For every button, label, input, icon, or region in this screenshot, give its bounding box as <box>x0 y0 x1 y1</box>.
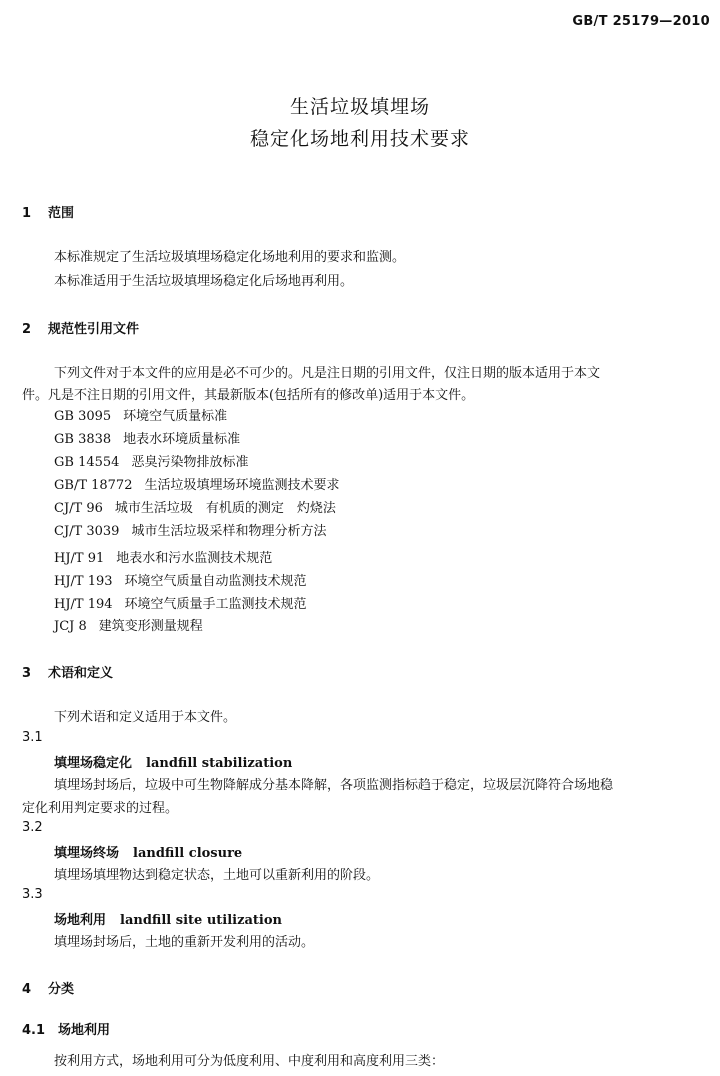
reference-code: JCJ 8 <box>54 619 87 634</box>
section-title: 范围 <box>48 206 75 221</box>
reference-code: HJ/T 91 <box>54 551 105 566</box>
reference-item <box>54 615 203 634</box>
reference-title: 环境空气质量手工监测技术规范 <box>124 597 307 612</box>
term-heading <box>54 752 292 771</box>
section-2-heading <box>22 318 139 337</box>
reference-item <box>54 593 307 612</box>
paragraph: 本标准适用于生活垃圾填埋场稳定化后场地再利用。 <box>54 274 354 289</box>
section-title: 术语和定义 <box>48 666 114 681</box>
term-en: landfill stabilization <box>146 756 293 771</box>
reference-item <box>54 451 248 470</box>
term-cn: 场地利用 <box>54 913 107 928</box>
reference-item <box>54 497 336 516</box>
term-number: 3.1 <box>22 730 43 745</box>
reference-title: 地表水环境质量标准 <box>123 432 241 447</box>
section-1-heading <box>22 202 74 221</box>
paragraph: 下列术语和定义适用于本文件。 <box>54 710 237 725</box>
reference-title: 城市生活垃圾 有机质的测定 灼烧法 <box>114 501 336 516</box>
term-number: 3.2 <box>22 820 43 835</box>
reference-item <box>54 547 272 566</box>
reference-code: HJ/T 194 <box>54 597 113 612</box>
term-cn: 填埋场终场 <box>54 846 120 861</box>
reference-title: 城市生活垃圾采样和物理分析方法 <box>131 524 327 539</box>
term-number: 3.3 <box>22 887 43 902</box>
reference-title: 恶臭污染物排放标准 <box>131 455 249 470</box>
reference-code: GB 14554 <box>54 455 120 470</box>
standard-number: GB/T 25179—2010 <box>572 14 710 29</box>
term-en: landfill site utilization <box>120 913 282 928</box>
document-title-line2: 稳定化场地利用技术要求 <box>249 128 470 150</box>
subsection-number: 4.1 <box>22 1023 46 1038</box>
reference-title: 环境空气质量标准 <box>123 409 228 424</box>
reference-item <box>54 428 240 447</box>
term-heading <box>54 909 282 928</box>
paragraph: 按利用方式，场地利用可分为低度利用、中度利用和高度利用三类： <box>54 1054 445 1069</box>
reference-code: CJ/T 96 <box>54 501 103 516</box>
reference-item <box>54 405 227 424</box>
subsection-title: 场地利用 <box>58 1023 111 1038</box>
reference-code: HJ/T 193 <box>54 574 113 589</box>
section-3-heading <box>22 662 113 681</box>
reference-item <box>54 520 326 539</box>
paragraph: 本标准规定了生活垃圾填埋场稳定化场地利用的要求和监测。 <box>54 250 406 265</box>
reference-code: GB 3838 <box>54 432 112 447</box>
section-number: 1 <box>22 206 32 221</box>
section-number: 4 <box>22 982 32 997</box>
subsection-4-1-heading <box>22 1019 110 1038</box>
reference-code: GB 3095 <box>54 409 112 424</box>
reference-title: 环境空气质量自动监测技术规范 <box>124 574 307 589</box>
term-en: landfill closure <box>133 846 243 861</box>
term-cn: 填埋场稳定化 <box>54 756 133 771</box>
document-title-line1: 生活垃圾填埋场 <box>289 96 430 118</box>
paragraph: 件。凡是不注日期的引用文件，其最新版本(包括所有的修改单)适用于本文件。 <box>22 388 475 403</box>
paragraph: 下列文件对于本文件的应用是必不可少的。凡是注日期的引用文件，仅注日期的版本适用于本文 <box>54 366 601 381</box>
term-heading <box>54 842 242 861</box>
reference-code: GB/T 18772 <box>54 478 133 493</box>
term-definition: 定化利用判定要求的过程。 <box>22 801 179 816</box>
section-4-heading <box>22 978 74 997</box>
reference-title: 地表水和污水监测技术规范 <box>116 551 273 566</box>
section-title: 分类 <box>48 982 75 997</box>
reference-code: CJ/T 3039 <box>54 524 120 539</box>
reference-item <box>54 474 340 493</box>
term-definition: 填埋场填埋物达到稳定状态，土地可以重新利用的阶段。 <box>54 868 380 883</box>
section-number: 2 <box>22 322 32 337</box>
section-title: 规范性引用文件 <box>48 322 140 337</box>
section-number: 3 <box>22 666 32 681</box>
term-definition: 填埋场封场后，垃圾中可生物降解成分基本降解，各项监测指标趋于稳定，垃圾层沉降符合场地稳 <box>54 778 614 793</box>
term-definition: 填埋场封场后，土地的重新开发利用的活动。 <box>54 935 315 950</box>
reference-title: 建筑变形测量规程 <box>98 619 203 634</box>
reference-title: 生活垃圾填埋场环境监测技术要求 <box>144 478 340 493</box>
reference-item <box>54 570 307 589</box>
